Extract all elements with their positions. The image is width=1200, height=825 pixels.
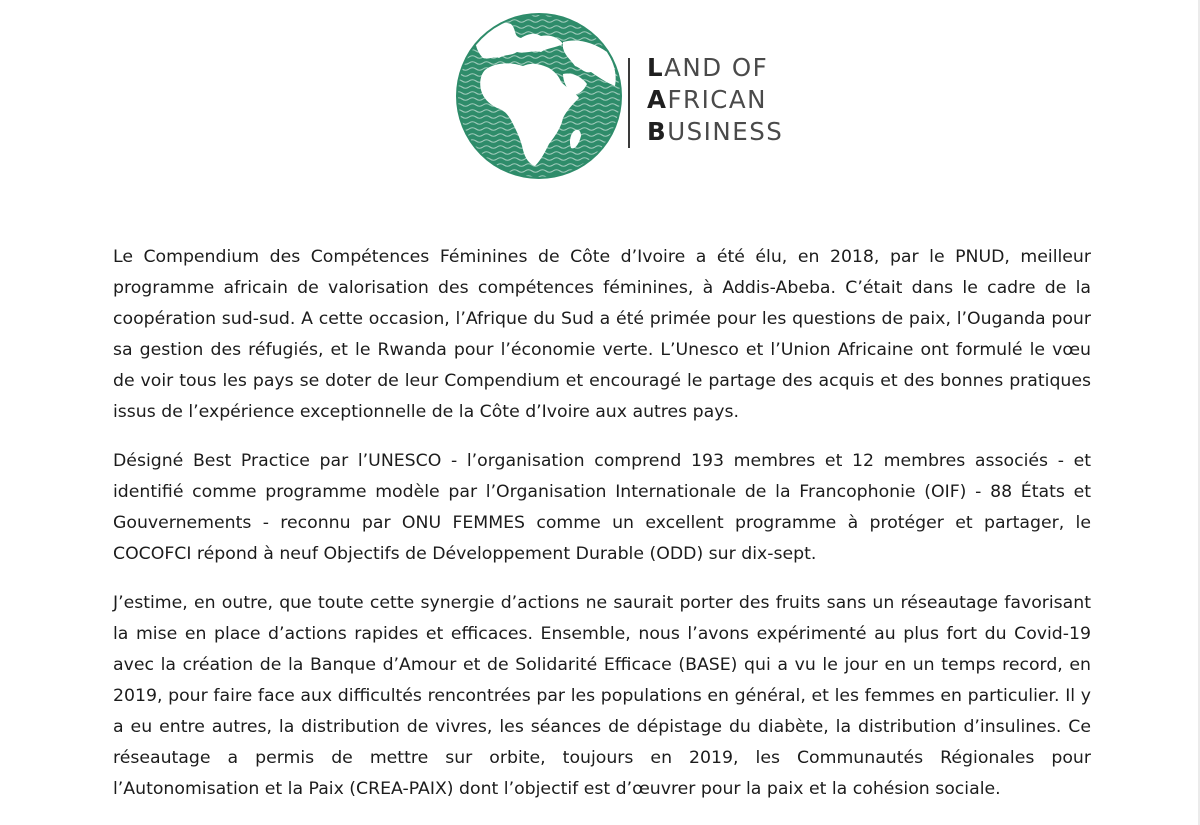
document-body [113,242,1091,823]
wordmark-line-3: BUSINESS [647,117,784,146]
body-paragraph: Désigné Best Practice par l’UNESCO - l’organisation comprend 193 membres et 12 membres associés - et identifié comme programme modèle par l’Organisation Internationale de la Francophonie (OIF) - 88 États et Gouvernements - reconnu par ONU FEMMES comme un excellent programme à protéger et partager, le COCOFCI répond à neuf Objectifs de Développement Durable (ODD) sur dix-sept. [113,451,1091,564]
letterhead [0,0,1200,200]
globe-africa-icon [455,12,623,180]
body-paragraph: J’estime, en outre, que toute cette synergie d’actions ne saurait porter des fruits sans un réseautage favorisant la mise en place d’actions rapides et efficaces. Ensemble, nous l’avons expérimenté au plus fort du Covid-19 avec la création de la Banque d’Amour et de Solidarité Efficace (BASE) qui a vu le jour en un temps record, en 2019, pour faire face aux difficultés rencontrées par les populations en général, et les femmes en particulier. Il y a eu entre autres, la distribution de vivres, les séances de dépistage du diabète, la distribution d’insulines. Ce réseautage a permis de mettre sur orbite, toujours en 2019, les Communautés Régionales pour l’Autonomisation et la Paix (CREA-PAIX) dont l’objectif est d’œuvrer pour la paix et la cohésion sociale. [113,593,1091,799]
brand-wordmark [647,52,783,148]
wordmark-line-1: LAND OF [647,53,769,82]
logo-divider [628,58,630,148]
body-paragraph: Le Compendium des Compétences Féminines de Côte d’Ivoire a été élu, en 2018, par le PNUD, meilleur programme africain de valorisation des compétences féminines, à Addis-Abeba. C’était dans le cadre de la coopération sud-sud. A cette occasion, l’Afrique du Sud a été primée pour les questions de paix, l’Ouganda pour sa gestion des réfugiés, et le Rwanda pour l’économie verte. L’Unesco et l’Union Africaine ont formulé le vœu de voir tous les pays se doter de leur Compendium et encouragé le partage des acquis et des bonnes pratiques issus de l’expérience exceptionnelle de la Côte d’Ivoire aux autres pays. [113,247,1091,422]
wordmark-line-2: AFRICAN [647,85,768,114]
